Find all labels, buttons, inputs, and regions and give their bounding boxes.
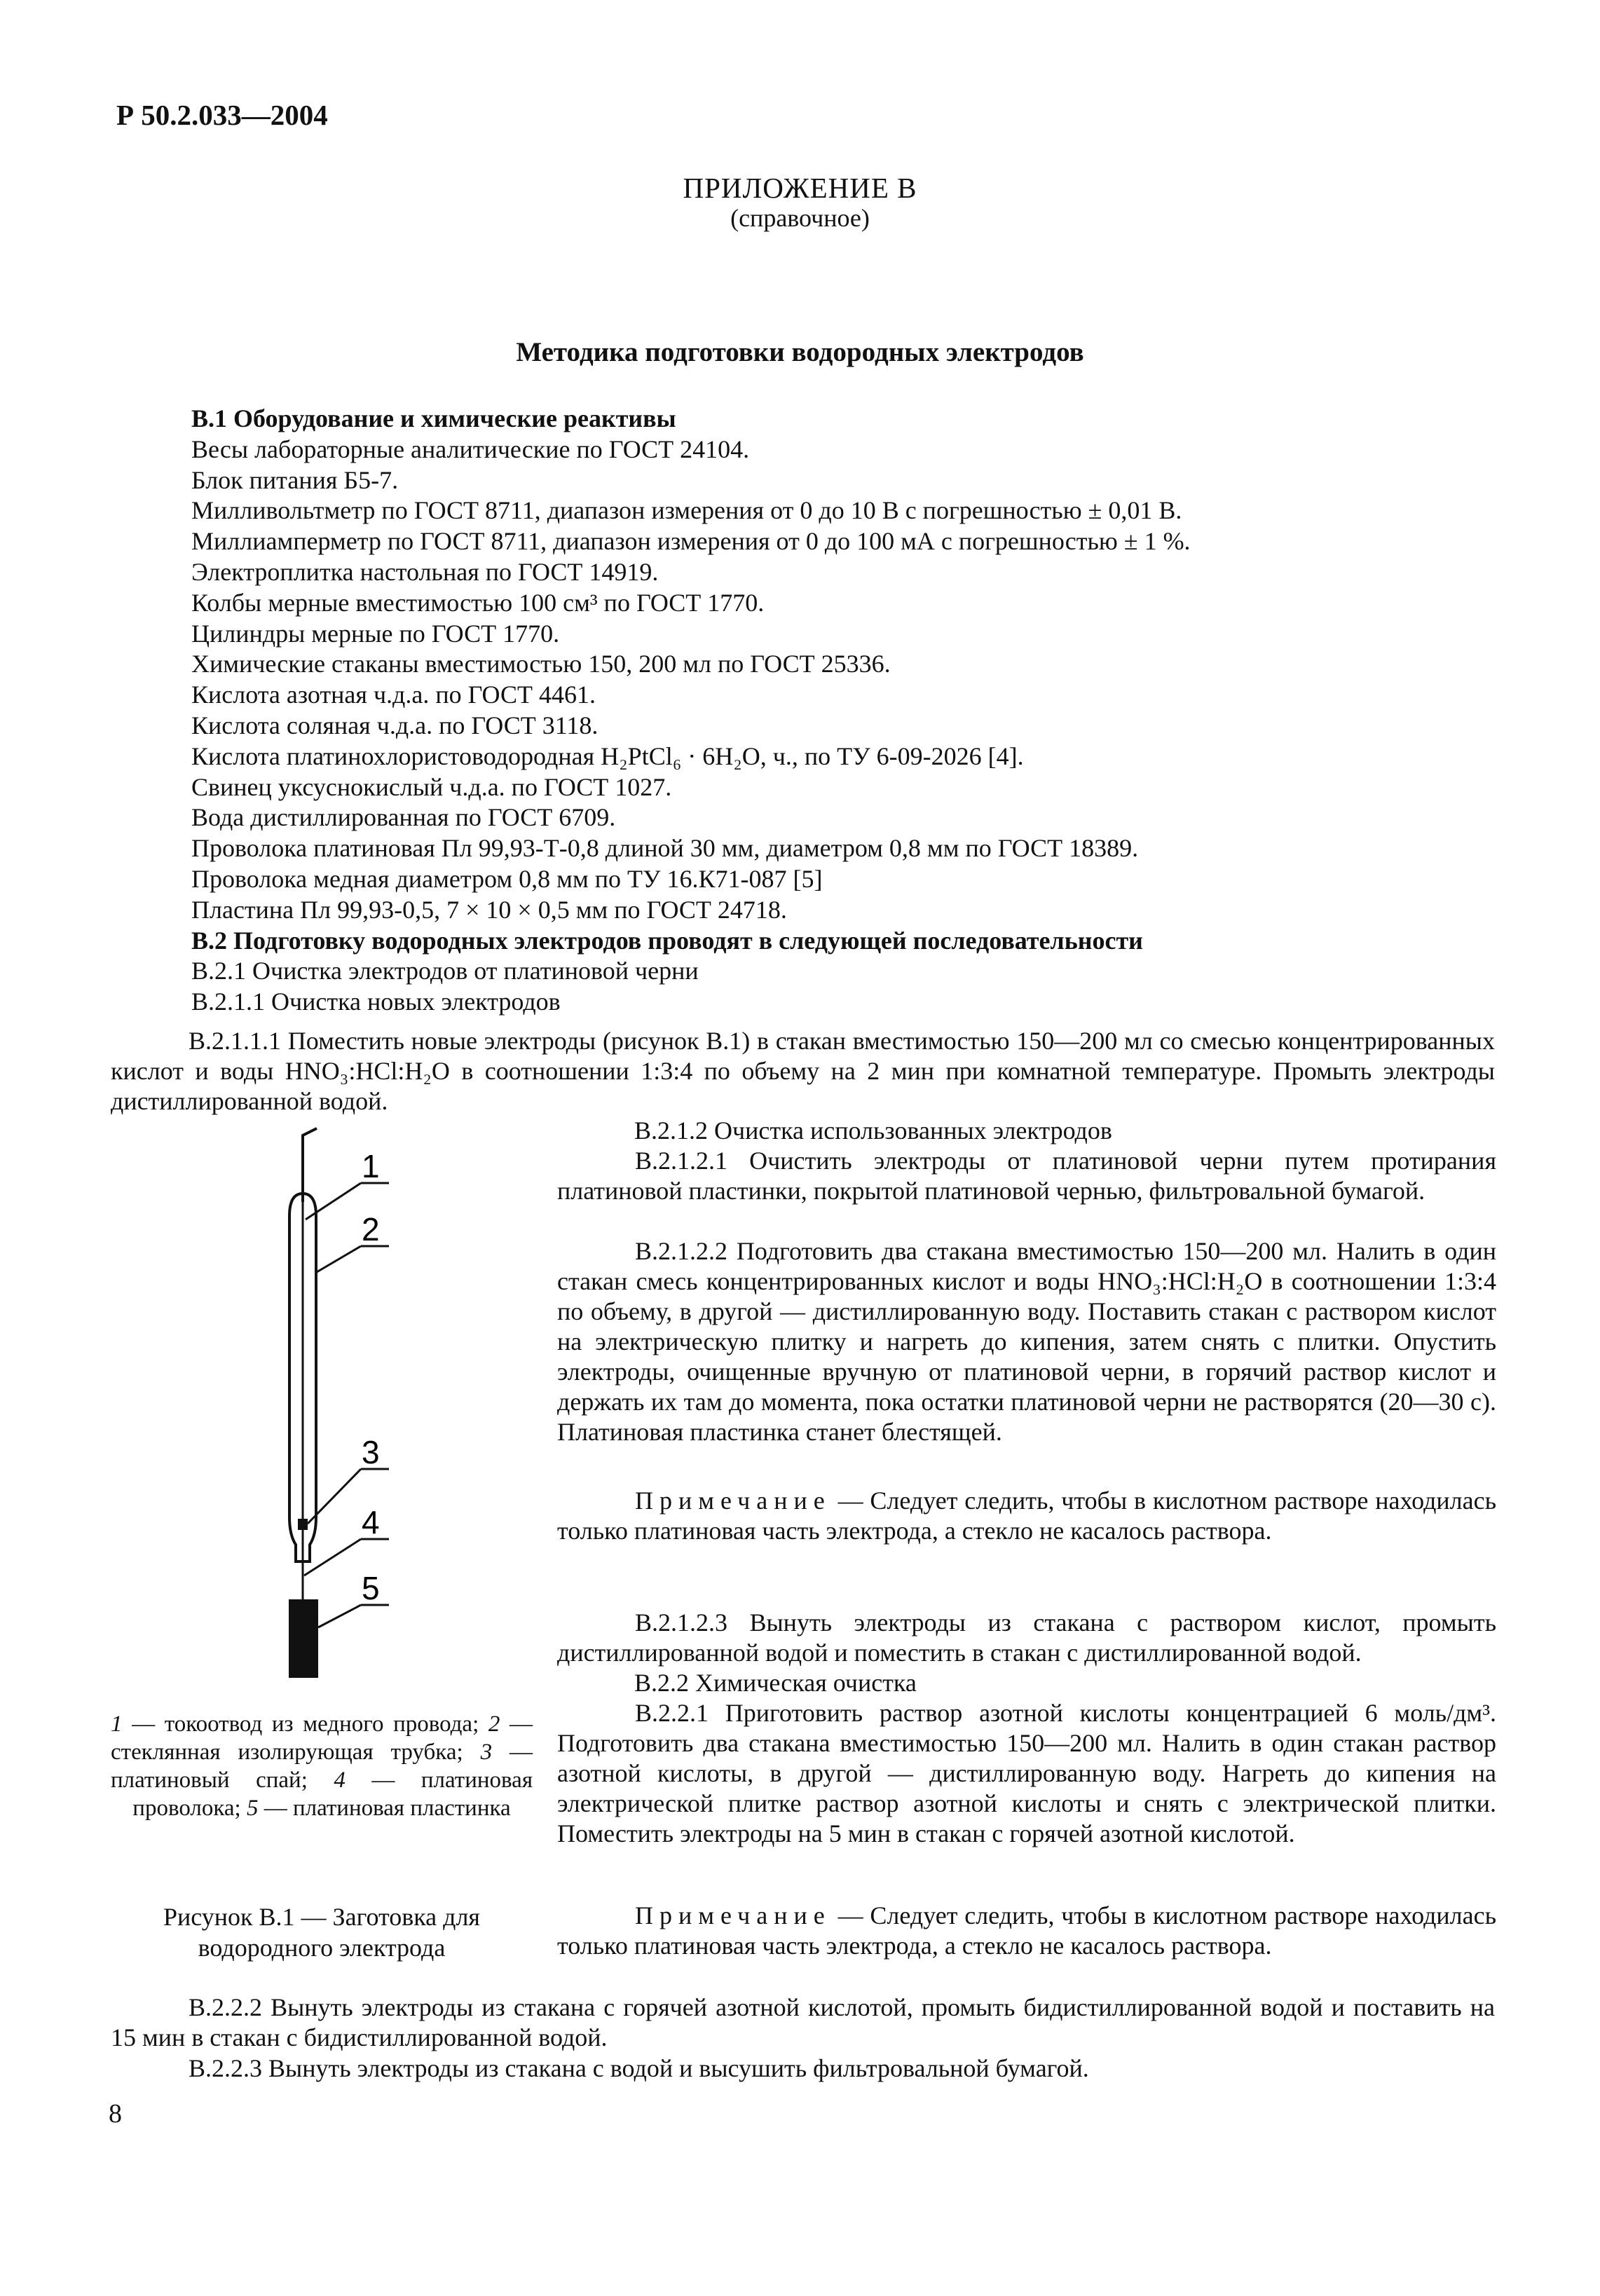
equipment-item: Химические стаканы вместимостью 150, 200 мл по ГОСТ 25336.: [191, 650, 891, 678]
legend-number: 4: [334, 1768, 346, 1793]
note-text: — Следует следить, чтобы в кислотном растворе находилась только платиновая часть электрода, а стекло не касалось раствора.: [557, 1901, 1496, 1960]
note-1: [557, 1486, 1496, 1546]
legend-text: — стеклянная изолирующая трубка;: [111, 1711, 533, 1765]
equipment-item: Блок питания Б5-7.: [191, 465, 399, 494]
equipment-item: Вода дистиллированная по ГОСТ 6709.: [191, 803, 616, 832]
equipment-item: Пластина Пл 99,93-0,5, 7 × 10 × 0,5 мм по ГОСТ 24718.: [191, 895, 787, 924]
legend-number: 1: [111, 1711, 123, 1737]
legend-number: 3: [480, 1740, 493, 1765]
paragraph-b2121: В.2.1.2.1 Очистить электроды от платиновой черни путем протирания платиновой пластинки, покрытой платиновой чернью, фильтровальной бумагой.: [557, 1147, 1496, 1205]
legend-text: — токоотвод из медного провода;: [122, 1711, 488, 1737]
note-label: Примечание: [635, 1487, 831, 1515]
section-b22-heading: В.2.2 Химическая очистка: [634, 1669, 917, 1697]
equipment-item: Электроплитка настольная по ГОСТ 14919.: [191, 557, 659, 586]
callout-line-2: [317, 1246, 361, 1272]
copper-lead-line: [303, 1128, 317, 1202]
equipment-item: Свинец уксуснокислый ч.д.а. по ГОСТ 1027.: [191, 772, 672, 801]
note-2: [557, 1901, 1496, 1961]
equipment-item: Миллиамперметр по ГОСТ 8711, диапазон измерения от 0 до 100 мА с погрешностью ± 1 %.: [191, 527, 1191, 556]
paragraph-b2122: В.2.1.2.2 Подготовить два стакана вместимостью 150—200 мл. Налить в один стакан смесь концентрированных кислот и воды HNO₃:HCl:H₂O в соотношении 1:3:4 по объему, в другой — дистиллированную воду. Поставить стакан с раствором кислот на электрическую плитку и нагреть до кипения, затем снять с плитки. Опустить электроды, очищенные вручную от платиновой черни, в горячий раствор кислот и держать их там до момента, пока остатки платиновой черни не растворятся (20—30 с). Платиновая пластинка станет блестящей.: [557, 1237, 1496, 1446]
callout-number: 4: [362, 1504, 380, 1540]
section-b212-heading: В.2.1.2 Очистка использованных электродов: [634, 1116, 1112, 1144]
equipment-item: Колбы мерные вместимостью 100 см³ по ГОСТ 1770.: [191, 588, 765, 617]
section-b211-heading: В.2.1.1 Очистка новых электродов: [191, 988, 561, 1016]
section-title: Методика подготовки водородных электродов: [516, 337, 1084, 367]
callout-number: 1: [362, 1148, 380, 1184]
legend-number: 2: [488, 1711, 500, 1737]
callout-line-4: [304, 1539, 361, 1576]
equipment-section: [191, 404, 1191, 1018]
electrode-figure: [238, 1121, 420, 1689]
paragraph-b222: В.2.2.2 Вынуть электроды из стакана с горячей азотной кислотой, промыть бидистиллированной водой и поставить на 15 мин в стакан с бидистиллированной водой.: [111, 1993, 1495, 2051]
equipment-item: Кислота платинохлористоводородная H₂PtCl₆ · 6H₂O, ч., по ТУ 6-09-2026 [4].: [191, 742, 1024, 770]
legend-number: 5: [246, 1796, 259, 1821]
figure-title: Рисунок В.1 — Заготовка для водородного электрода: [163, 1903, 480, 1962]
legend-text: — платиновый спай;: [111, 1740, 533, 1793]
note-label: Примечание: [635, 1901, 831, 1929]
page-number: 8: [109, 2099, 122, 2128]
paragraph-b2111: В.2.1.1.1 Поместить новые электроды (рисунок В.1) в стакан вместимостью 150—200 мл со смесью концентрированных кислот и воды HNO₃:HCl:H₂O в соотношении 1:3:4 по объему на 2 мин при комнатной температуре. Промыть электроды дистиллированной водой.: [111, 1027, 1495, 1115]
legend-text: — платиновая проволока;: [132, 1768, 533, 1821]
paragraph-b2123: В.2.1.2.3 Вынуть электроды из стакана с раствором кислот, промыть дистиллированной водой и поместить в стакан с дистиллированной водой.: [557, 1608, 1496, 1667]
callout-number: 2: [362, 1211, 380, 1248]
section-b2-heading: В.2 Подготовку водородных электродов проводят в следующей последовательности: [191, 926, 1143, 955]
appendix-title: ПРИЛОЖЕНИЕ В: [683, 172, 917, 204]
equipment-item: Весы лабораторные аналитические по ГОСТ 24104.: [191, 435, 750, 463]
paragraph-b223: В.2.2.3 Вынуть электроды из стакана с водой и высушить фильтровальной бумагой.: [189, 2054, 1089, 2082]
platinum-plate: [289, 1599, 318, 1678]
callout-line-5: [318, 1605, 361, 1627]
equipment-item: Цилиндры мерные по ГОСТ 1770.: [191, 619, 560, 648]
document-code: Р 50.2.033—2004: [116, 99, 328, 131]
section-b21-heading: В.2.1 Очистка электродов от платиновой черни: [191, 957, 699, 985]
equipment-item: Проволока медная диаметром 0,8 мм по ТУ 16.К71-087 [5]: [191, 864, 823, 893]
paragraph-b2221: В.2.2.1 Приготовить раствор азотной кислоты концентрацией 6 моль/дм³. Подготовить два стакана вместимостью 150—200 мл. Налить в один стакан раствор азотной кислоты, в другой — дистиллированную воду. Нагреть до кипения на электрической плитке раствор азотной кислоты и снять с электрической плитки. Поместить электроды на 5 мин в стакан с горячей азотной кислотой.: [557, 1699, 1496, 1847]
note-text: — Следует следить, чтобы в кислотном растворе находилась только платиновая часть электрода, а стекло не касалось раствора.: [557, 1487, 1496, 1545]
equipment-item: Кислота соляная ч.д.а. по ГОСТ 3118.: [191, 711, 599, 739]
section-b1-heading: В.1 Оборудование и химические реактивы: [191, 404, 676, 432]
appendix-subtitle: (справочное): [730, 204, 870, 232]
callout-number: 3: [362, 1434, 380, 1470]
equipment-item: Милливольтметр по ГОСТ 8711, диапазон измерения от 0 до 10 В с погрешностью ± 0,01 В.: [191, 496, 1182, 525]
callout-number: 5: [362, 1570, 380, 1606]
legend-text: — платиновая пластинка: [258, 1796, 511, 1821]
equipment-item: Проволока платиновая Пл 99,93-Т-0,8 длиной 30 мм, диаметром 0,8 мм по ГОСТ 18389.: [191, 834, 1139, 863]
figure-legend: [111, 1710, 533, 1822]
equipment-item: Кислота азотная ч.д.а. по ГОСТ 4461.: [191, 681, 596, 709]
platinum-junction: [298, 1519, 308, 1530]
